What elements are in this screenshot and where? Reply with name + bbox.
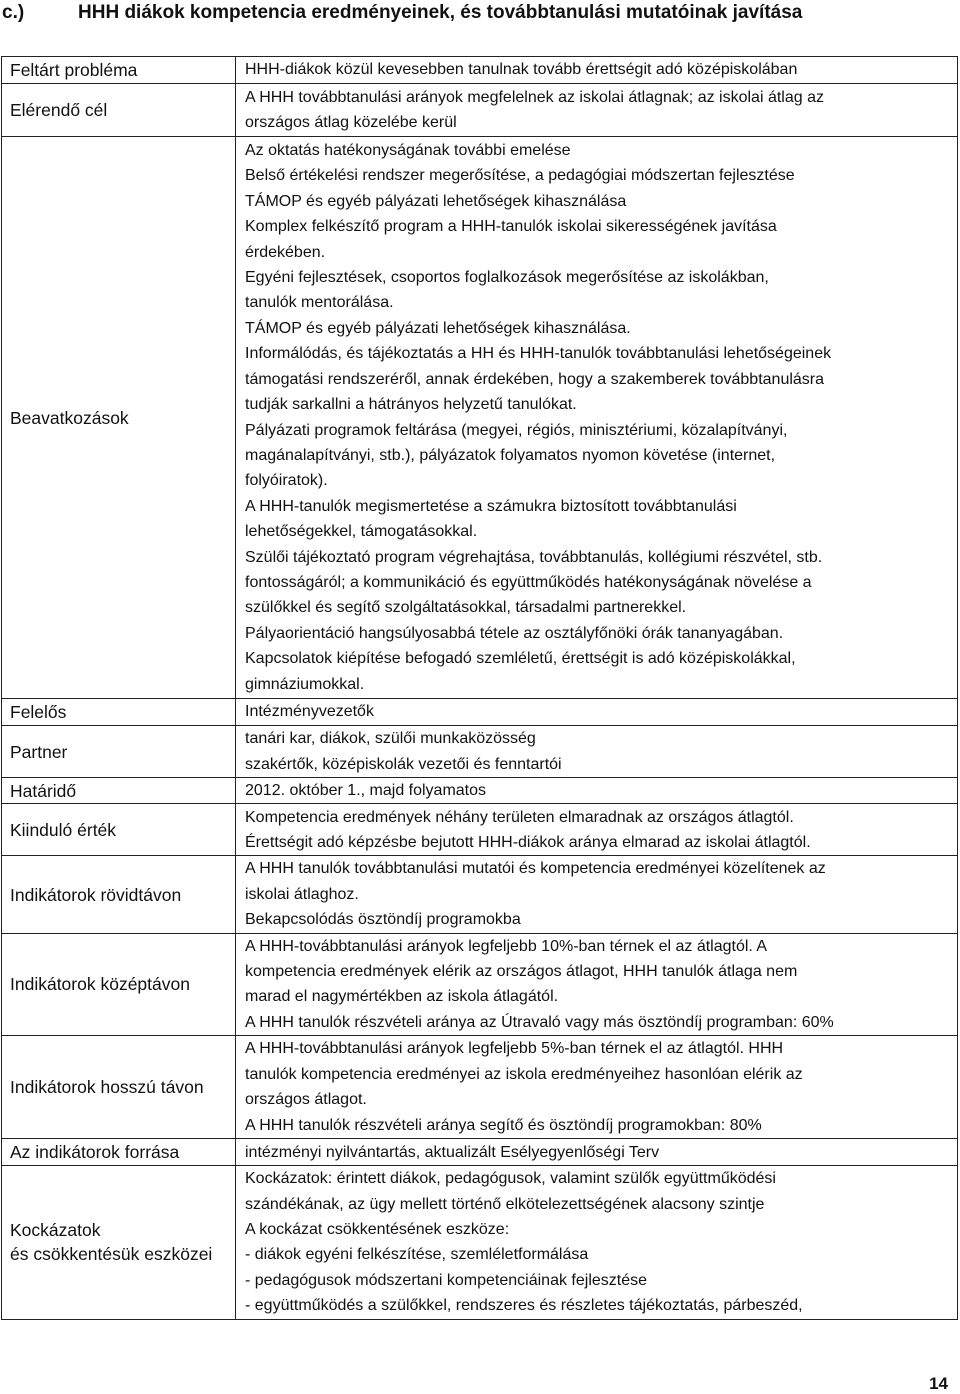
section-title: HHH diákok kompetencia eredményeinek, és továbbtanulási mutatóinak javítása xyxy=(78,2,803,23)
row-label: Felelős xyxy=(10,702,67,722)
content-line: A kockázat csökkentésének eszköze: xyxy=(245,1221,510,1239)
row-label-cell xyxy=(2,137,236,699)
row-indikatorok-forrasa xyxy=(2,1139,958,1166)
row-content-cell xyxy=(236,699,958,726)
row-label: Feltárt probléma xyxy=(10,60,138,80)
content-line: intézményi nyilvántartás, aktualizált Esélyegyenlőségi Terv xyxy=(245,1143,660,1161)
row-content-cell xyxy=(236,1036,958,1139)
content-line: - diákok egyéni felkészítése, szemléletformálása xyxy=(245,1246,589,1264)
row-label: Kockázatok xyxy=(10,1220,101,1241)
row-label-cell xyxy=(2,804,236,856)
content-line: TÁMOP és egyéb pályázati lehetőségek kihasználása. xyxy=(245,319,631,337)
content-line: fontosságáról; a kommunikáció és együttműködés hatékonyságának növelése a xyxy=(245,573,812,591)
content-line: gimnáziumokkal. xyxy=(245,675,365,693)
content-line: HHH-diákok közül kevesebben tanulnak tovább érettségit adó középiskolában xyxy=(245,61,798,79)
row-content-cell xyxy=(236,726,958,778)
content-line: A HHH-tanulók megismertetése a számukra biztosított továbbtanulási xyxy=(245,497,737,515)
row-indikatorok-kozeptavon xyxy=(2,933,958,1036)
row-label: Partner xyxy=(10,741,68,762)
row-label-cell xyxy=(2,726,236,778)
content-line: iskolai átlaghoz. xyxy=(245,885,359,903)
row-label: Az indikátorok forrása xyxy=(10,1142,180,1163)
row-kiindulo-ertek xyxy=(2,804,958,856)
content-line: A HHH tanulók továbbtanulási mutatói és kompetencia eredményei közelítenek az xyxy=(245,860,826,878)
row-label: Indikátorok hosszú távon xyxy=(10,1077,204,1098)
content-line: szülőkkel és segítő szolgáltatásokkal, társadalmi partnerekkel. xyxy=(245,599,687,617)
content-line: szándékának, az ügy mellett történő elkötelezettségének alacsony szintje xyxy=(245,1195,765,1213)
row-feltart-problema xyxy=(2,57,958,84)
content-line: Pályaorientáció hangsúlyosabbá tétele az osztályfőnöki órák tananyagában. xyxy=(245,624,784,642)
content-line: országos átlagot. xyxy=(245,1091,367,1109)
content-line: A HHH-továbbtanulási arányok legfeljebb 10%-ban térnek el az átlagtól. A xyxy=(245,937,768,955)
row-label: Kiinduló érték xyxy=(10,819,117,840)
content-line: magánalapítványi, stb.), pályázatok folyamatos nyomon követése (internet, xyxy=(245,446,776,464)
content-line: - pedagógusok módszertani kompetenciáinak fejlesztése xyxy=(245,1271,648,1289)
row-label: Határidő xyxy=(10,780,77,801)
content-line: Bekapcsolódás ösztöndíj programokba xyxy=(245,911,521,929)
content-line: - együttműködés a szülőkkel, rendszeres és részletes tájékoztatás, párbeszéd, xyxy=(245,1297,803,1315)
content-line: Kapcsolatok kiépítése befogadó szemléletű, érettségit is adó középiskolákkal, xyxy=(245,650,796,668)
content-line: Érettségit adó képzésbe bejutott HHH-diákok aránya elmarad az iskolai átlagtól. xyxy=(245,833,811,851)
row-content-cell xyxy=(236,137,958,699)
content-line: Informálódás, és tájékoztatás a HH és HHH-tanulók továbbtanulási lehetőségeinek xyxy=(245,345,832,363)
row-label: Indikátorok középtávon xyxy=(10,974,190,995)
content-line: Kockázatok: érintett diákok, pedagógusok, valamint szülők együttműködési xyxy=(245,1170,776,1188)
content-line: Az oktatás hatékonyságának további emelése xyxy=(245,142,571,160)
row-elerendo-cel xyxy=(2,84,958,137)
row-content-cell xyxy=(236,57,958,84)
content-line: marad el nagymértékben az iskola átlagától. xyxy=(245,988,559,1006)
content-line: A HHH tanulók részvételi aránya az Útravaló vagy más ösztöndíj programban: 60% xyxy=(245,1013,834,1031)
content-line: Egyéni fejlesztések, csoportos foglalkozások megerősítése az iskolákban, xyxy=(245,269,769,287)
row-content-cell xyxy=(236,856,958,933)
row-label-cell xyxy=(2,57,236,84)
content-line: tudják sarkallni a hátrányos helyzetű tanulókat. xyxy=(245,396,577,414)
row-beavatkozasok xyxy=(2,137,958,699)
section-heading xyxy=(2,0,802,28)
content-line: támogatási rendszeréről, annak érdekében, hogy a szakemberek továbbtanulásra xyxy=(245,370,825,388)
row-hatarido xyxy=(2,778,958,804)
page-number: 14 xyxy=(929,1374,948,1393)
content-line: kompetencia eredmények elérik az országos átlagot, HHH tanulók átlaga nem xyxy=(245,963,798,981)
row-label-cell xyxy=(2,84,236,137)
row-content-cell xyxy=(236,1139,958,1166)
row-label-cell xyxy=(2,778,236,804)
content-line: Komplex felkészítő program a HHH-tanulók iskolai sikerességének javítása xyxy=(245,218,777,236)
content-line: Belső értékelési rendszer megerősítése, a pedagógiai módszertan fejlesztése xyxy=(245,167,795,185)
row-kockazatok xyxy=(2,1166,958,1319)
action-plan-table xyxy=(1,56,958,1320)
content-line: szakértők, középiskolák vezetői és fenntartói xyxy=(245,755,562,773)
content-line: folyóiratok). xyxy=(245,472,328,490)
row-partner xyxy=(2,726,958,778)
content-line: A HHH tanulók részvételi aránya segítő és ösztöndíj programokban: 80% xyxy=(245,1116,762,1134)
row-label: és csökkentésük eszközei xyxy=(10,1244,213,1265)
content-line: tanári kar, diákok, szülői munkaközösség xyxy=(245,730,536,748)
row-label-cell xyxy=(2,1036,236,1139)
content-line: érdekében. xyxy=(245,243,326,261)
row-label-cell xyxy=(2,856,236,933)
row-content-cell xyxy=(236,1166,958,1319)
row-label-cell xyxy=(2,1139,236,1166)
row-label: Beavatkozások xyxy=(10,407,129,428)
row-indikatorok-rovidtavon xyxy=(2,856,958,933)
content-line: tanulók mentorálása. xyxy=(245,294,394,312)
content-line: Kompetencia eredmények néhány területen elmaradnak az országos átlagtól. xyxy=(245,808,794,826)
content-line: TÁMOP és egyéb pályázati lehetőségek kihasználása xyxy=(245,192,627,210)
content-line: Intézményvezetők xyxy=(245,703,374,721)
content-line: tanulók kompetencia eredményei az iskola eredményeihez hasonlóan elérik az xyxy=(245,1065,803,1083)
row-content-cell xyxy=(236,84,958,137)
row-content-cell xyxy=(236,778,958,804)
section-number: c.) xyxy=(2,2,25,23)
row-indikatorok-hosszu-tavon xyxy=(2,1036,958,1139)
content-line: Szülői tájékoztató program végrehajtása, továbbtanulás, kollégiumi részvétel, stb. xyxy=(245,548,823,566)
content-line: országos átlag közelébe kerül xyxy=(245,114,457,131)
content-line: A HHH továbbtanulási arányok megfelelnek az iskolai átlagnak; az iskolai átlag az xyxy=(245,88,824,106)
content-line: A HHH-továbbtanulási arányok legfeljebb 5%-ban térnek el az átlagtól. HHH xyxy=(245,1040,784,1058)
row-content-cell xyxy=(236,933,958,1036)
content-line: Pályázati programok feltárása (megyei, régiós, minisztériumi, közalapítványi, xyxy=(245,421,788,439)
row-label-cell xyxy=(2,933,236,1036)
row-content-cell xyxy=(236,804,958,856)
content-line: 2012. október 1., majd folyamatos xyxy=(245,782,487,799)
row-label-cell xyxy=(2,699,236,726)
row-label: Elérendő cél xyxy=(10,100,108,120)
row-label: Indikátorok rövidtávon xyxy=(10,884,182,905)
content-line: lehetőségekkel, támogatásokkal. xyxy=(245,523,478,541)
row-felelos xyxy=(2,699,958,726)
row-label-cell xyxy=(2,1166,236,1319)
